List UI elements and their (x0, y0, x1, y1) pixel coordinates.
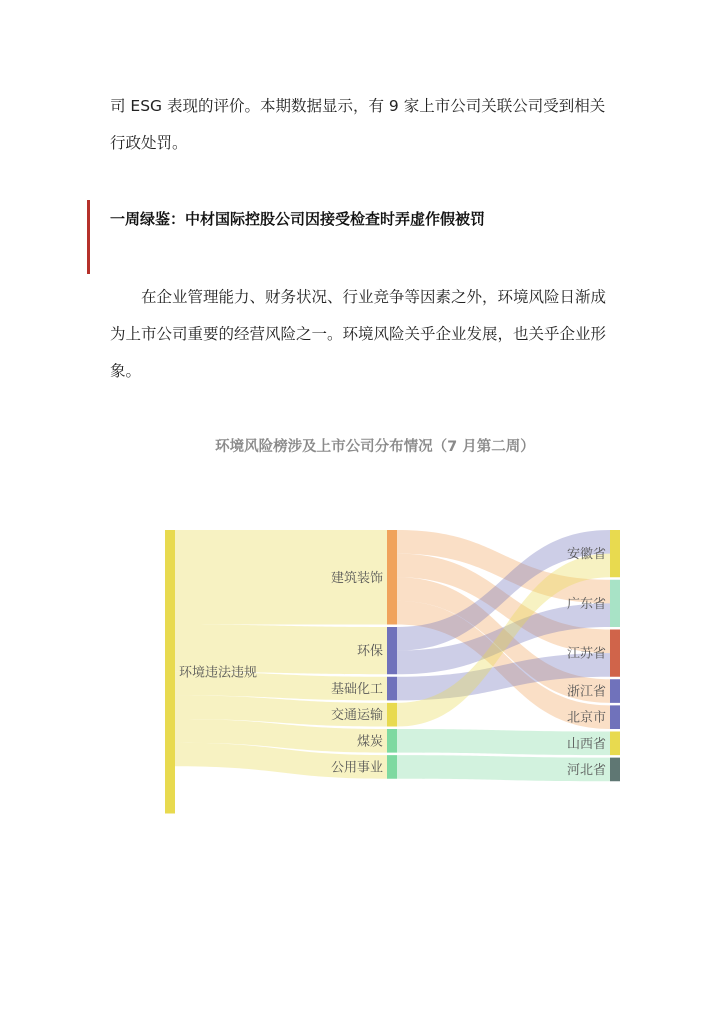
sankey-chart (0, 420, 724, 860)
sankey-node-label: 河北省 (566, 762, 606, 778)
sankey-node-label: 安徽省 (566, 547, 606, 563)
sankey-node-label: 广东省 (566, 596, 606, 612)
sankey-node (387, 627, 397, 674)
body-paragraph: 在企业管理能力、财务状况、行业竞争等因素之外，环境风险日渐成为上市公司重要的经营风险之一。环境风险关乎企业发展，也关乎企业形象。 (110, 288, 607, 380)
sankey-node-label: 江苏省 (566, 646, 606, 662)
sankey-node-label: 北京市 (566, 710, 606, 726)
sankey-node (387, 703, 397, 727)
sankey-node-label: 交通运输 (330, 708, 383, 724)
sankey-node (610, 530, 620, 577)
sankey-node (610, 679, 620, 703)
sankey-node (610, 630, 620, 677)
sankey-node-label: 煤炭 (356, 734, 383, 750)
sankey-node (387, 729, 397, 753)
sankey-node-label: 建筑装饰 (330, 570, 383, 586)
sankey-node (165, 530, 175, 814)
sankey-node (610, 580, 620, 627)
sankey-node-label: 公用事业 (330, 760, 383, 776)
sankey-node-label: 基础化工 (330, 682, 383, 698)
chart-title: 环境风险榜涉及上市公司分布情况（7 月第二周） (215, 439, 535, 455)
sankey-node-label: 浙江省 (566, 684, 606, 700)
sankey-node-label: 环境违法违规 (179, 665, 258, 681)
section-heading: 一周绿鉴：中材国际控股公司因接受检查时弄虚作假被罚 (110, 210, 486, 228)
sankey-node (387, 677, 397, 701)
sankey-node (387, 755, 397, 779)
sankey-node (610, 758, 620, 782)
heading-accent-bar (87, 200, 90, 274)
sankey-node (387, 530, 397, 625)
sankey-node-label: 环保 (356, 644, 383, 660)
sankey-node-label: 山西省 (566, 736, 606, 752)
sankey-node (610, 732, 620, 756)
intro-paragraph: 司 ESG 表现的评价。本期数据显示，有 9 家上市公司关联公司受到相关行政处罚。 (110, 97, 606, 152)
sankey-node (610, 705, 620, 729)
